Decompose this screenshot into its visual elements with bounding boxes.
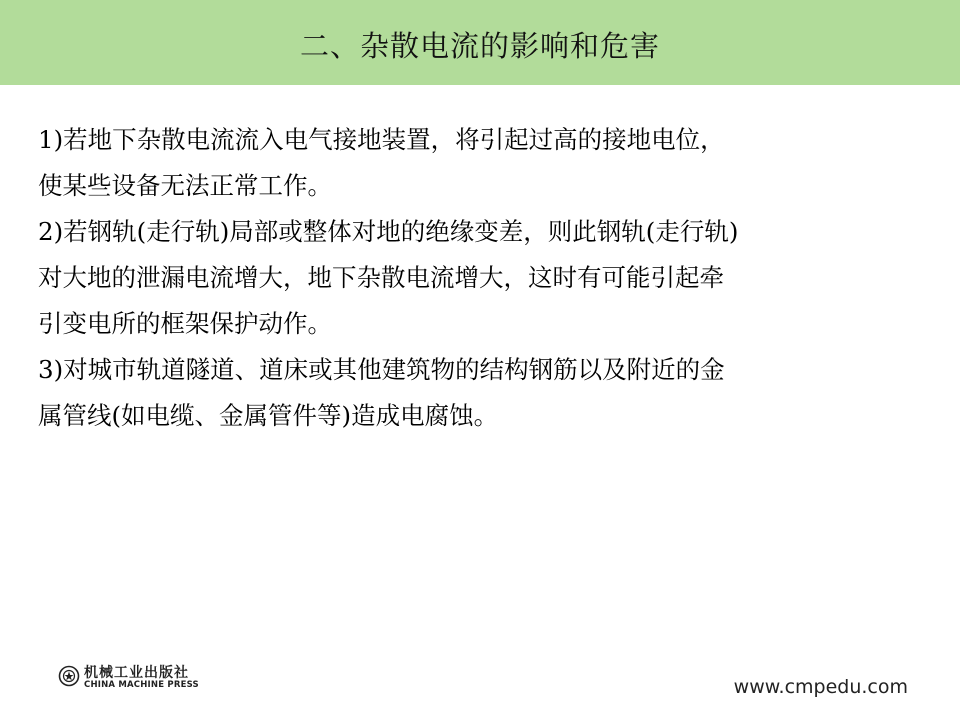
slide-body bbox=[38, 117, 928, 439]
body-line: 对大地的泄漏电流增大，地下杂散电流增大，这时有可能引起牵 bbox=[38, 263, 724, 292]
body-line: 3)对城市轨道隧道、道床或其他建筑物的结构钢筋以及附近的金 bbox=[38, 355, 725, 384]
slide-title: 二、杂散电流的影响和危害 bbox=[299, 29, 660, 63]
body-line: 2)若钢轨(走行轨)局部或整体对地的绝缘变差，则此钢轨(走行轨) bbox=[38, 217, 739, 246]
publisher-name-en: CHINA MACHINE PRESS bbox=[84, 680, 199, 690]
publisher-logo bbox=[58, 662, 228, 692]
body-line: 1)若地下杂散电流流入电气接地装置，将引起过高的接地电位， bbox=[38, 125, 725, 154]
body-line: 属管线(如电缆、金属管件等)造成电腐蚀。 bbox=[38, 401, 499, 430]
body-line: 使某些设备无法正常工作。 bbox=[38, 171, 332, 200]
website-url: www.cmpedu.com bbox=[733, 676, 908, 698]
body-line: 引变电所的框架保护动作。 bbox=[38, 309, 332, 338]
publisher-name-cn: 机械工业出版社 bbox=[84, 665, 189, 681]
publisher-emblem-icon bbox=[58, 665, 80, 687]
